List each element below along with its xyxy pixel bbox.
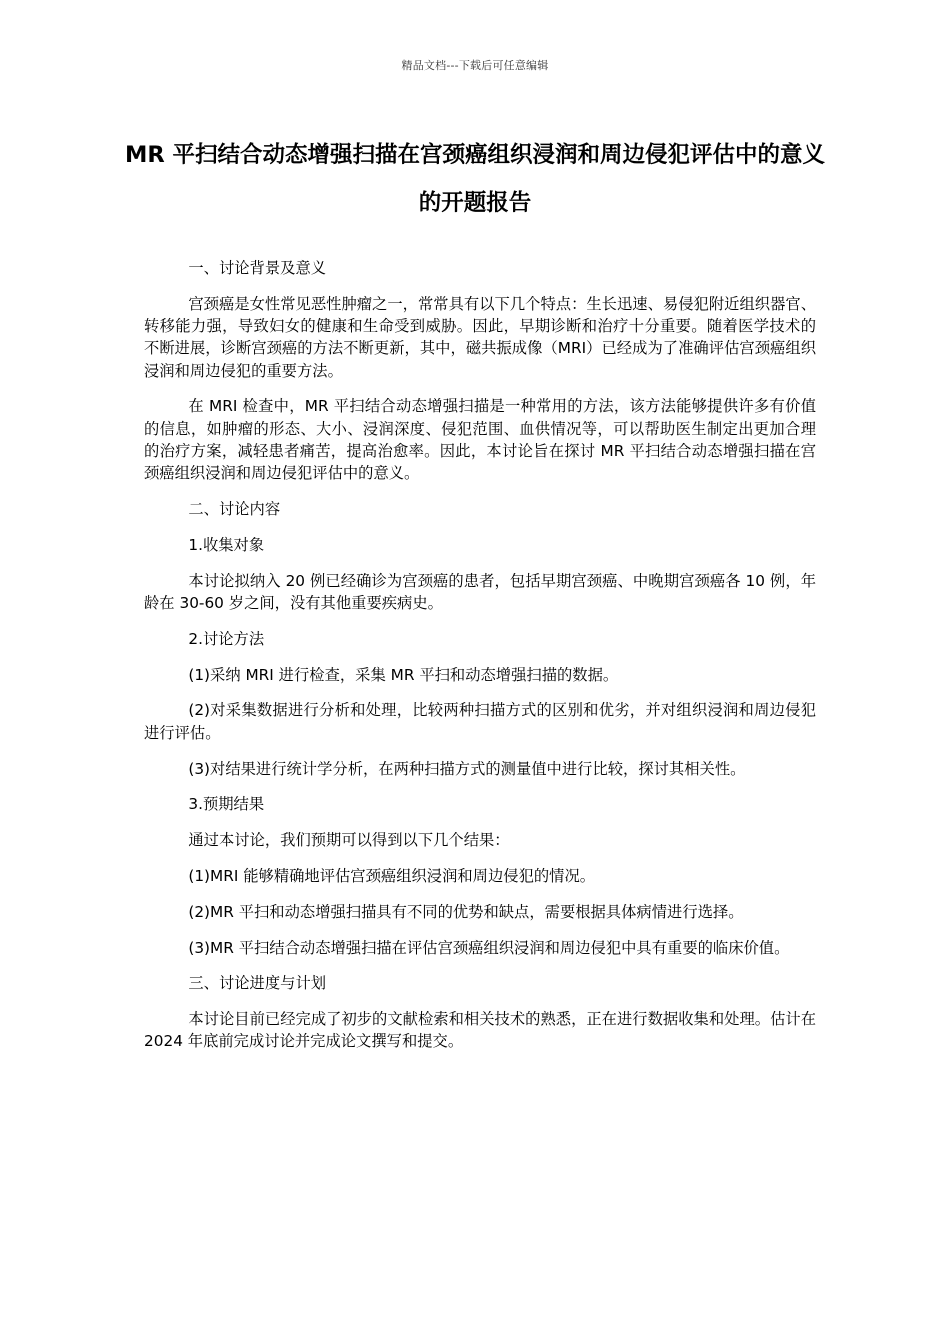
section-heading-content: 二、讨论内容 [188,500,281,519]
result-item-2: (2)MR 平扫和动态增强扫描具有不同的优势和缺点，需要根据具体病情进行选择。 [188,902,744,921]
result-item-3: (3)MR 平扫结合动态增强扫描在评估宫颈癌组织浸润和周边侵犯中具有重要的临床价值。 [188,938,790,957]
result-item-1: (1)MRI 能够精确地评估宫颈癌组织浸润和周边侵犯的情况。 [188,866,596,885]
subheading-subjects: 1.收集对象 [188,535,265,554]
document-title: MR 平扫结合动态增强扫描在宫颈癌组织浸润和周边侵犯评估中的意义的开题报告 [124,142,826,216]
method-item-2: (2)对采集数据进行分析和处理，比较两种扫描方式的区别和优劣，并对组织浸润和周边侵犯进行评估。 [144,701,816,742]
method-item-3: (3)对结果进行统计学分析，在两种扫描方式的测量值中进行比较，探讨其相关性。 [188,759,746,778]
document-body [144,257,816,1066]
method-item-1: (1)采纳 MRI 进行检查，采集 MR 平扫和动态增强扫描的数据。 [188,665,619,684]
paragraph-subjects: 本讨论拟纳入 20 例已经确诊为宫颈癌的患者，包括早期宫颈癌、中晚期宫颈癌各 10 例，年龄在 30-60 岁之间，没有其他重要疾病史。 [144,571,816,613]
paragraph-expected-intro: 通过本讨论，我们预期可以得到以下几个结果： [188,831,510,850]
subheading-methods: 2.讨论方法 [188,629,265,648]
subheading-expected-results: 3.预期结果 [188,795,265,814]
paragraph-background-1: 宫颈癌是女性常见恶性肿瘤之一，常常具有以下几个特点：生长迅速、易侵犯附近组织器官、转移能力强，导致妇女的健康和生命受到威胁。因此，早期诊断和治疗十分重要。随着医学技术的不断进展，诊断宫颈癌的方法不断更新，其中，磁共振成像（MRI）已经成为了准确评估宫颈癌组织浸润和周边侵犯的重要方法。 [144,294,816,380]
paragraph-schedule: 本讨论目前已经完成了初步的文献检索和相关技术的熟悉，正在进行数据收集和处理。估计在 2024 年底前完成讨论并完成论文撰写和提交。 [144,1010,816,1051]
page-header-note: 精品文档---下载后可任意编辑 [401,59,549,72]
paragraph-background-2: 在 MRI 检查中，MR 平扫结合动态增强扫描是一种常用的方法，该方法能够提供许多有价值的信息，如肿瘤的形态、大小、浸润深度、侵犯范围、血供情况等，可以帮助医生制定出更加合理的治疗方案，减轻患者痛苦，提高治愈率。因此，本讨论旨在探讨 MR 平扫结合动态增强扫描在宫颈癌组织浸润和周边侵犯评估中的意义。 [144,397,816,483]
section-heading-schedule: 三、讨论进度与计划 [188,974,327,993]
section-heading-background: 一、讨论背景及意义 [188,259,327,277]
